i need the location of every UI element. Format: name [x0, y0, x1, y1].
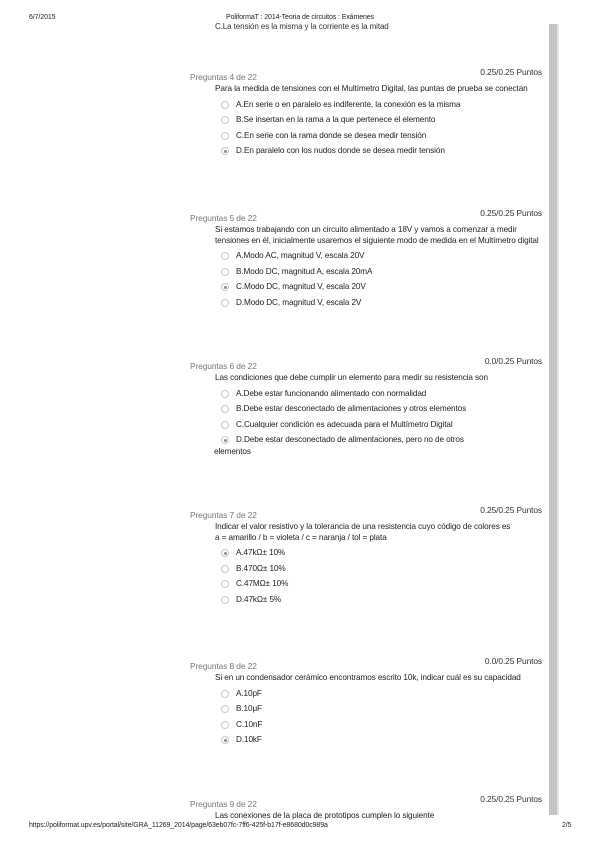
question-5 — [188, 208, 548, 312]
option-label: D.Modo DC, magnitud V, escala 2V — [236, 297, 362, 307]
option-d[interactable] — [221, 594, 548, 610]
radio-button-selected[interactable] — [221, 147, 229, 155]
radio-button[interactable] — [221, 580, 229, 588]
option-label: B.470Ω± 10% — [236, 563, 286, 573]
option-label: C.Modo DC, magnitud V, escala 20V — [236, 282, 366, 291]
question-points: 0.25/0.25 Puntos — [480, 67, 542, 77]
radio-button-selected[interactable] — [221, 283, 229, 291]
option-label-line1: D.Debe estar desconectado de alimentaciones, pero no de otros — [236, 435, 464, 444]
options-list — [221, 688, 548, 750]
print-title: PoliformaT : 2014-Teoria de circuitos : Exámenes — [226, 14, 374, 21]
question-9 — [188, 794, 548, 822]
option-label: A.10pF — [236, 688, 262, 698]
radio-button[interactable] — [221, 299, 229, 307]
question-title: Preguntas 6 de 22 — [190, 361, 257, 371]
options-list — [221, 99, 548, 161]
question-text: Si en un condensador cerámico encontramos escrito 10k, indicar cuál es su capacidad — [215, 673, 521, 682]
option-label: D.47kΩ± 5% — [236, 594, 282, 604]
question-text: Si estamos trabajando con un circuito alimentado a 18V y vamos a comenzar a medir tensiones en él, inicialmente usaremos el siguiente modo de medida en el Multímetro digital — [215, 225, 539, 245]
option-b[interactable] — [221, 703, 548, 719]
option-label: A.En serie o en paralelo es indiferente, la conexión es la misma — [236, 99, 461, 109]
question-text: Indicar el valor resistivo y la tolerancia de una resistencia cuyo código de colores es — [215, 522, 511, 531]
option-d[interactable] — [214, 434, 548, 458]
radio-button[interactable] — [221, 132, 229, 140]
option-label: A.47kΩ± 10% — [236, 548, 286, 557]
question-text: Las condiciones que debe cumplir un elemento para medir su resistencia son — [215, 373, 488, 382]
option-c[interactable] — [221, 130, 548, 146]
option-a[interactable] — [221, 99, 548, 115]
radio-button[interactable] — [221, 390, 229, 398]
radio-button[interactable] — [221, 252, 229, 260]
radio-button-selected[interactable] — [221, 549, 229, 557]
question-4 — [188, 67, 548, 161]
options-list — [221, 250, 548, 312]
option-a[interactable] — [221, 388, 548, 404]
question-points: 0.25/0.25 Puntos — [480, 208, 542, 218]
option-a[interactable] — [221, 547, 548, 563]
option-label: C.10nF — [236, 719, 263, 729]
option-b[interactable] — [221, 266, 548, 282]
radio-button[interactable] — [221, 405, 229, 413]
radio-button[interactable] — [221, 705, 229, 713]
option-label: C.Cualquier condición es adecuada para el Multímetro Digital — [236, 419, 453, 429]
option-label: A.Debe estar funcionando alimentado con normalidad — [236, 388, 427, 398]
option-d[interactable] — [221, 145, 548, 161]
options-list — [214, 388, 548, 459]
page-number: 2/5 — [562, 822, 572, 829]
option-a[interactable] — [221, 688, 548, 704]
question-title: Preguntas 7 de 22 — [190, 510, 257, 520]
option-c[interactable] — [221, 419, 548, 435]
scrollbar[interactable] — [549, 24, 557, 815]
question-title: Preguntas 5 de 22 — [190, 213, 257, 223]
option-c[interactable] — [221, 281, 548, 297]
radio-button[interactable] — [221, 721, 229, 729]
option-label: A.Modo AC, magnitud V, escala 20V — [236, 251, 365, 260]
option-label-line2: elementos — [214, 447, 251, 456]
option-label — [214, 434, 526, 458]
page-url: https://poliformat.upv.es/portal/site/GRA_11269_2014/page/63eb07fc-7ff6-425f-b17f-e8680d0c989a — [29, 822, 328, 829]
option-label: D.En paralelo con los nudos donde se desea medir tensión — [236, 146, 445, 155]
option-label: C.47MΩ± 10% — [236, 579, 289, 588]
option-a[interactable] — [221, 250, 548, 266]
print-date: 6/7/2015 — [29, 14, 56, 21]
radio-button-selected[interactable] — [221, 736, 229, 744]
radio-button-selected[interactable] — [221, 436, 229, 444]
question-8 — [188, 656, 548, 750]
option-label: B.Modo DC, magnitud A, escala 20mA — [236, 266, 373, 276]
option-label: B.Se insertan en la rama a la que pertenece el elemento — [236, 115, 436, 124]
question-points: 0.0/0.25 Puntos — [484, 656, 542, 666]
option-c[interactable] — [221, 719, 548, 735]
exam-content — [188, 22, 548, 820]
option-b[interactable] — [221, 563, 548, 579]
option-b[interactable] — [221, 114, 548, 130]
scrollbar-track — [557, 24, 559, 815]
radio-button[interactable] — [221, 116, 229, 124]
options-list — [221, 547, 548, 609]
radio-button[interactable] — [221, 690, 229, 698]
option-c[interactable] — [221, 578, 548, 594]
option-label: C.En serie con la rama donde se desea medir tensión — [236, 130, 427, 140]
question-points: 0.25/0.25 Puntos — [480, 505, 542, 515]
question-6 — [188, 356, 548, 458]
radio-button[interactable] — [221, 565, 229, 573]
question-7 — [188, 505, 548, 609]
option-b[interactable] — [221, 403, 548, 419]
option-label: B.Debe estar desconectado de alimentaciones y otros elementos — [236, 404, 467, 413]
question-title: Preguntas 9 de 22 — [190, 799, 257, 809]
radio-button[interactable] — [221, 596, 229, 604]
question-points: 0.25/0.25 Puntos — [480, 794, 542, 804]
option-d[interactable] — [221, 734, 548, 750]
question-title: Preguntas 4 de 22 — [190, 72, 257, 82]
option-d[interactable] — [221, 297, 548, 313]
option-label: D.10kF — [236, 735, 262, 744]
question-points: 0.0/0.25 Puntos — [484, 356, 542, 366]
question-color-code: a = amarillo / b = violeta / c = naranja / tol = plata — [215, 532, 387, 542]
question-title: Preguntas 8 de 22 — [190, 661, 257, 671]
question-text: Las conexiones de la placa de prototipos cumplen lo siguiente — [215, 811, 435, 820]
question-text: Para la medida de tensiones con el Multímetro Digital, las puntas de prueba se conectan — [215, 84, 528, 93]
radio-button[interactable] — [221, 268, 229, 276]
radio-button[interactable] — [221, 421, 229, 429]
option-label: B.10μF — [236, 704, 262, 713]
radio-button[interactable] — [221, 101, 229, 109]
previous-question-tail: C.La tensión es la misma y la corriente es la mitad — [215, 22, 389, 31]
